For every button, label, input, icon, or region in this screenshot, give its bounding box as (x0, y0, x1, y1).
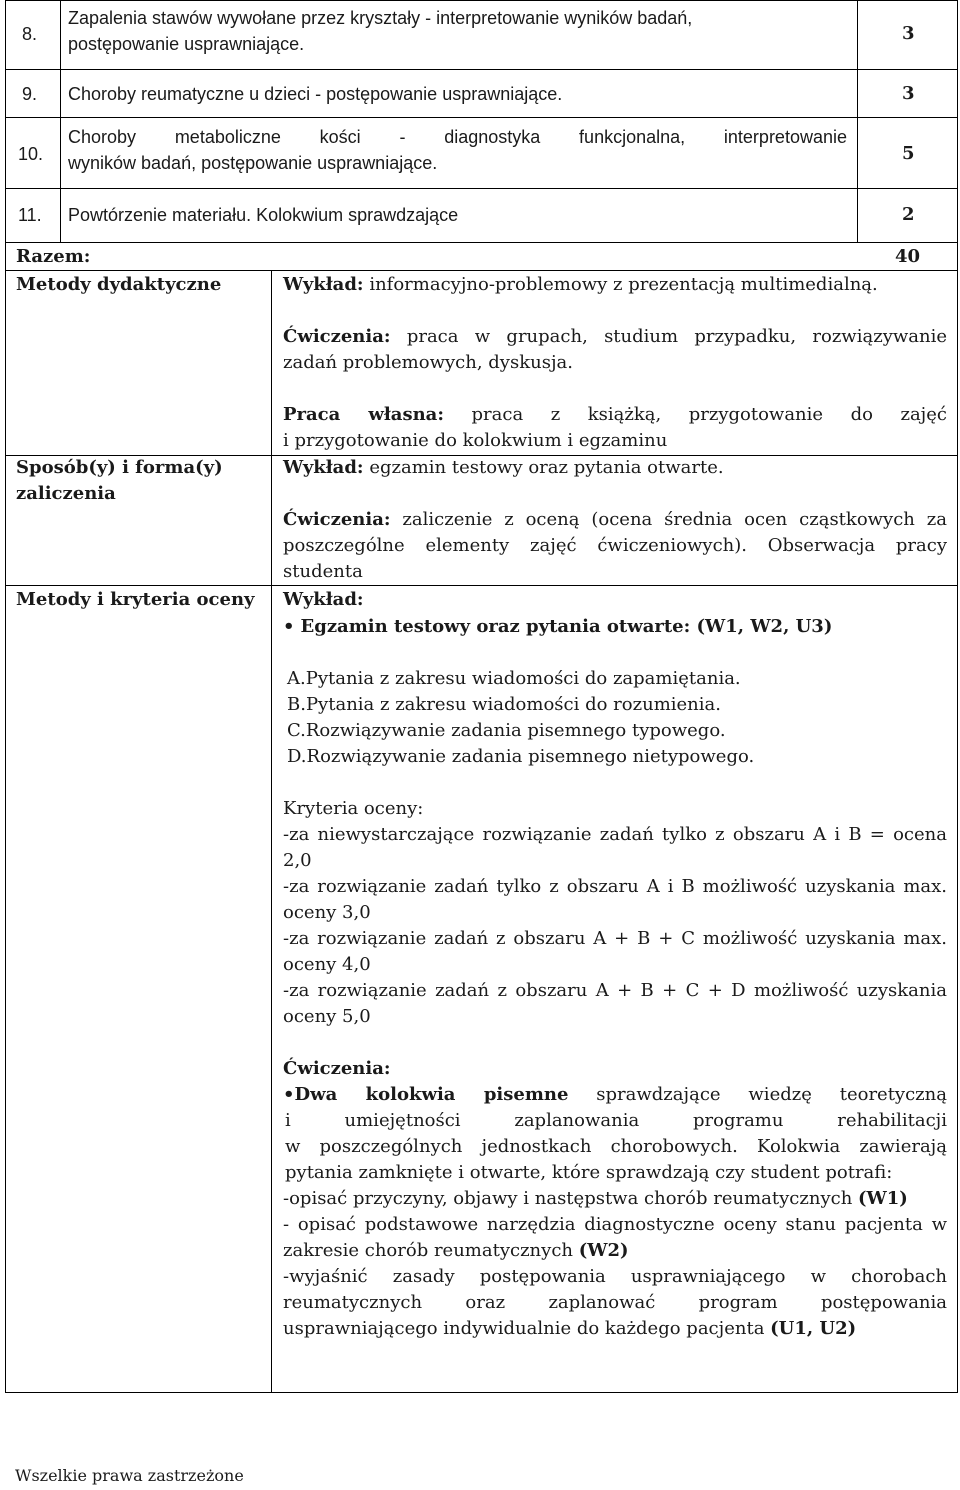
total-value: 40 (895, 246, 921, 267)
table-top-border (5, 0, 958, 1)
lecture-label: Wykład: (283, 457, 364, 478)
row-divider (5, 69, 958, 70)
exercise-line: w poszczególnych jednostkach chorobowych. Kolokwia zawierają (285, 1136, 947, 1157)
exercises-text: zaliczenie z oceną (ocena średnia ocen cząstkowych za (402, 509, 947, 530)
methods-label: Metody dydaktyczne (16, 274, 222, 295)
footer-copyright: Wszelkie prawa zastrzeżone (15, 1466, 244, 1485)
methods-exercises (283, 324, 947, 350)
label-column-divider (271, 270, 272, 1393)
methods-lecture (283, 272, 878, 298)
criteria-line: oceny 4,0 (283, 954, 371, 975)
methods-own-work-cont: i przygotowanie do kolokwium i egzaminu (283, 430, 668, 451)
question-level: C.Rozwiązywanie zadania pisemnego typowego. (287, 720, 726, 741)
outcome-tag: (U1, U2) (770, 1318, 857, 1339)
criteria-line: oceny 3,0 (283, 902, 371, 923)
topic-hours: 3 (902, 83, 915, 104)
outcome-tag: (W1) (858, 1188, 908, 1209)
form-lecture (283, 455, 724, 481)
row-divider (5, 270, 958, 271)
form-exercises-cont: poszczególne elementy zajęć ćwiczeniowych). Obserwacja pracy (283, 535, 947, 556)
bullet-bold: •Dwa kolokwia pisemne (283, 1084, 569, 1105)
criteria-line: 2,0 (283, 850, 312, 871)
form-label: zaliczenia (16, 483, 116, 504)
topic-number: 11. (18, 205, 42, 225)
criteria-title: Kryteria oceny: (283, 798, 424, 819)
methods-exercises-cont: zadań problemowych, dyskusja. (283, 352, 573, 373)
topic-title: Powtórzenie materiału. Kolokwium sprawdzające (68, 205, 459, 225)
lecture-text: informacyjno-problemowy z prezentacją multimedialną. (369, 274, 878, 295)
topic-hours: 5 (902, 143, 915, 164)
exercises-label: Ćwiczenia: (283, 326, 391, 347)
exercise-line: -opisać przyczyny, objawy i następstwa chorób reumatycznych (W1) (283, 1188, 908, 1209)
topic-title: wyników badań, postępowanie usprawniające. (68, 153, 438, 173)
lecture-text: egzamin testowy oraz pytania otwarte. (369, 457, 724, 478)
table-left-border (5, 0, 6, 1393)
topic-number: 9. (22, 84, 38, 104)
row-divider (5, 117, 958, 118)
topic-hours-divider (857, 0, 858, 243)
topic-number: 8. (22, 24, 38, 44)
exercise-bullet (283, 1082, 947, 1108)
criteria-line: oceny 5,0 (283, 1006, 371, 1027)
topic-number: 10. (18, 144, 44, 164)
outcome-tag: (W2) (578, 1240, 629, 1261)
exam-bullet: • Egzamin testowy oraz pytania otwarte: (W1, W2, U3) (283, 614, 832, 640)
form-exercises-cont: studenta (283, 561, 363, 582)
topic-title: Choroby metaboliczne kości - diagnostyka funkcjonalna, interpretowanie (68, 127, 847, 147)
topic-num-divider (60, 0, 61, 243)
exercise-line: zakresie chorób reumatycznych (W2) (283, 1240, 629, 1261)
question-level: D.Rozwiązywanie zadania pisemnego nietypowego. (287, 746, 755, 767)
exercises-label: Ćwiczenia: (283, 509, 391, 530)
form-label: Sposób(y) i forma(y) (16, 457, 223, 478)
exercise-line: -wyjaśnić zasady postępowania usprawniającego w chorobach (283, 1266, 947, 1287)
criteria-line: -za niewystarczające rozwiązanie zadań tylko z obszaru A i B = ocena (283, 824, 947, 845)
topic-hours: 2 (902, 204, 915, 225)
exercise-line: reumatycznych oraz zaplanować program postępowania (283, 1292, 947, 1313)
row-divider (5, 585, 958, 586)
table-bottom-border (5, 1392, 958, 1393)
exercise-line: i umiejętności zaplanowania programu rehabilitacji (285, 1110, 947, 1131)
topic-hours: 3 (902, 23, 915, 44)
criteria-line: -za rozwiązanie zadań z obszaru A + B + C + D możliwość uzyskania (283, 980, 947, 1001)
lecture-label: Wykład: (283, 274, 364, 295)
topic-title: postępowanie usprawniające. (68, 34, 305, 54)
topic-title: Choroby reumatyczne u dzieci - postępowanie usprawniające. (68, 84, 563, 104)
methods-own-work (283, 402, 947, 428)
row-divider (5, 188, 958, 189)
criteria-lecture-label: Wykład: (283, 589, 364, 610)
form-exercises (283, 507, 947, 533)
table-right-border (957, 0, 958, 1393)
criteria-label: Metody i kryteria oceny (16, 589, 255, 610)
question-level: B.Pytania z zakresu wiadomości do rozumienia. (287, 694, 721, 715)
question-level: A.Pytania z zakresu wiadomości do zapamiętania. (287, 668, 741, 689)
exercises-text: praca w grupach, studium przypadku, rozwiązywanie (406, 326, 947, 347)
criteria-exercises-label: Ćwiczenia: (283, 1058, 391, 1079)
row-divider (5, 242, 958, 243)
exercise-line: pytania zamknięte i otwarte, które sprawdzają czy student potrafi: (285, 1162, 893, 1183)
total-label: Razem: (16, 246, 91, 267)
exercise-line: usprawniającego indywidualnie do każdego pacjenta (U1, U2) (283, 1318, 857, 1339)
criteria-line: -za rozwiązanie zadań z obszaru A + B + C możliwość uzyskania max. (283, 928, 947, 949)
own-work-text: praca z książką, przygotowanie do zajęć (471, 404, 947, 425)
own-work-label: Praca własna: (283, 404, 444, 425)
bullet-text: sprawdzające wiedzę teoretyczną (596, 1084, 947, 1105)
exercise-line: - opisać podstawowe narzędzia diagnostyczne oceny stanu pacjenta w (283, 1214, 947, 1235)
criteria-line: -za rozwiązanie zadań tylko z obszaru A i B możliwość uzyskania max. (283, 876, 947, 897)
topic-title: Zapalenia stawów wywołane przez kryształy - interpretowanie wyników badań, (68, 8, 693, 28)
